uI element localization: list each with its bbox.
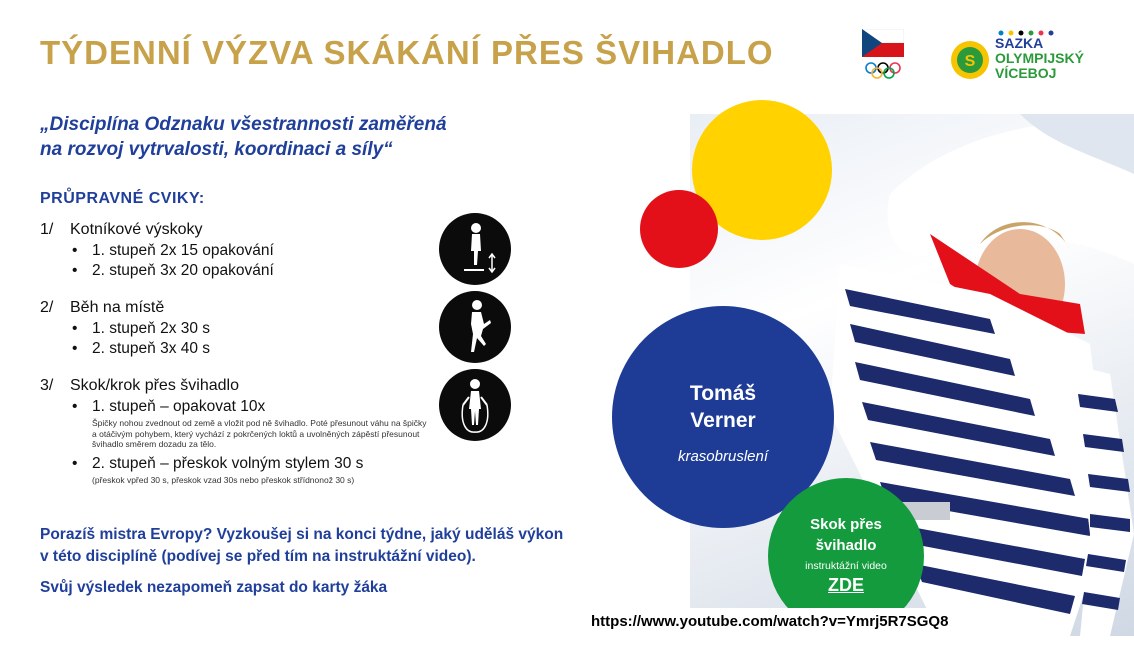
- svg-text:S: S: [964, 53, 976, 70]
- exercises-heading: PRŮPRAVNÉ CVIKY:: [40, 190, 205, 207]
- video-badge[interactable]: Skok přes švihadlo instruktážní video ZDE: [768, 478, 924, 634]
- exercise-note: Špičky nohou zvednout od země a vložit pod ně švihadlo. Poté přesunout váhu na špičky a otáčivým pohybem, který vychází z pokrčených loktů a uvolněných zápěstí přesunout švihadlo směrem dozadu za tělo.: [92, 418, 427, 449]
- discipline-quote: „Disciplína Odznaku všestrannosti zaměřená na rozvoj vytrvalosti, koordinaci a síly“: [40, 114, 447, 160]
- exercise-1: 1/ Kotníkové výskoky • 1. stupeň 2x 15 opakování • 2. stupeň 3x 20 opakování: [40, 221, 274, 281]
- sazka-logo-icon: [950, 38, 994, 82]
- czech-flag-icon: [862, 29, 904, 79]
- sazka-logo-text: SAZKA OLYMPIJSKÝ VÍCEBOJ: [995, 35, 1084, 81]
- athlete-sport: krasobruslení: [677, 448, 769, 465]
- czech-olympic-emblem: [862, 29, 904, 79]
- red-circle: [640, 190, 718, 268]
- list-item: • 1. stupeň – opakovat 10x Špičky nohou zvednout od země a vložit pod ně švihadlo. Poté přesunout váhu na špičky a otáčivým pohybem, který vychází z pokrčených loktů a uvolněných zápěstí přesunout švihadlo směrem dozadu za tělo.: [70, 397, 440, 450]
- athlete-first-name: Tomáš: [689, 382, 757, 405]
- list-item: • 2. stupeň – přeskok volným stylem 30 s (přeskok vpřed 30 s, přeskok vzad 30s nebo přeskok střídnonož 30 s): [70, 454, 440, 486]
- exercise-3: 3/ Skok/krok přes švihadlo • 1. stupeň – opakovat 10x Špičky nohou zvednout od země a vložit pod ně švihadlo. Poté přesunout váhu na špičky a otáčivým pohybem, který vychází z pokrčených loktů a uvolněných zápěstí přesunout švihadlo směrem dozadu za tělo. • 2. stupeň – přeskok volným stylem 30 s (přeskok vpřed 30 s, přeskok vzad 30s nebo přeskok střídnonož 30 s): [40, 377, 440, 485]
- exercise-2: 2/ Běh na místě • 1. stupeň 2x 30 s • 2. stupeň 3x 40 s: [40, 299, 210, 359]
- ankle-jump-icon: [439, 213, 511, 285]
- record-reminder: Svůj výsledek nezapomeň zapsat do karty žáka: [40, 579, 388, 596]
- exercise-name: Kotníkové výskoky: [70, 221, 203, 238]
- page-title: TÝDENNÍ VÝZVA SKÁKÁNÍ PŘES ŠVIHADLO: [40, 34, 774, 71]
- list-item: • 2. stupeň 3x 40 s: [70, 339, 210, 359]
- running-icon: [439, 291, 511, 363]
- exercise-name: Skok/krok přes švihadlo: [70, 377, 239, 394]
- jump-rope-icon: [439, 369, 511, 441]
- exercise-name: Běh na místě: [70, 299, 165, 316]
- video-link[interactable]: ZDE: [828, 575, 864, 595]
- challenge-text: Porazíš mistra Evropy? Vyzkoušej si na konci týdne, jaký uděláš výkon v této disciplíně (podívej se před tím na instruktážní video).: [40, 526, 564, 565]
- list-item: • 1. stupeň 2x 15 opakování: [70, 241, 274, 261]
- video-url[interactable]: https://www.youtube.com/watch?v=Ymrj5R7SGQ8: [585, 608, 954, 636]
- list-item: • 2. stupeň 3x 20 opakování: [70, 261, 274, 281]
- athlete-last-name: Verner: [690, 409, 756, 432]
- exercise-note: (přeskok vpřed 30 s, přeskok vzad 30s nebo přeskok střídnonož 30 s): [92, 474, 355, 485]
- list-item: • 1. stupeň 2x 30 s: [70, 319, 210, 339]
- video-caption: instruktážní video: [805, 560, 887, 572]
